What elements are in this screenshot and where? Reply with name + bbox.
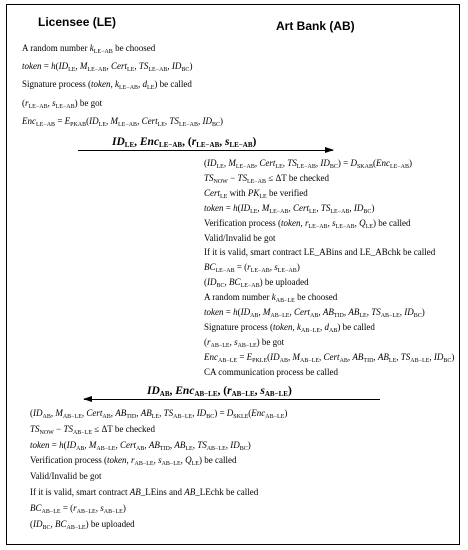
art-bank-step-line: Verification process (token, $r_{LE-AB}$, $s_{LE-AB}$, $Q_{LE}$) be called <box>204 217 411 230</box>
art-bank-step-line: A random number $k_{AB-LE}$ be choosed <box>204 292 338 305</box>
art-bank-step-line: Cert$_{LE}$ with $PK_{LE}$ be verified <box>204 187 308 200</box>
licensee-step-line: token = $h(ID_{LE}$, $M_{LE-AB}$, Cert$_{LE}$, $TS_{LE-AB}$, $ID_{BC}$) <box>22 61 193 74</box>
arrow-le-to-ab <box>78 150 333 151</box>
art-bank-step-line: token = $h(ID_{AB}$, $M_{AB-LE}$, Cert$_{AB}$, $AB_{TID}$, $AB_{LE}$, $TS_{AB-LE}$, $ID_{BC}$) <box>204 307 425 319</box>
licensee-final-step-line: ($ID_{AB}$, $M_{AB-LE}$, Cert$_{AB}$, $AB_{TID}$, $AB_{LE}$, $TS_{AB-LE}$, $ID_{BC}) = D_{SKLE}(Enc_{AB-LE})$ <box>30 408 288 420</box>
arrow-ab-to-le <box>84 399 380 400</box>
art-bank-step-line: token = $h(ID_{LE}$, $M_{LE-AB}$, Cert$_{LE}$, $TS_{LE-AB}$, $ID_{BC}$) <box>204 202 375 215</box>
message-ab-to-le: $ID_{AB}$, Enc$_{AB-LE}$, ($r_{AB-LE}$, $s_{AB-LE}$) <box>147 385 292 398</box>
art-bank-step-line: $Enc_{AB-LE} = E_{PKLE}(ID_{AB}$, $M_{AB-LE}$, Cert$_{AB}$, $AB_{TID}$, $AB_{LE}$, $TS_{AB-LE}$, $ID_{BC}$) <box>204 351 455 364</box>
art-bank-step-line: ($ID_{BC}$, $BC_{LE-AB}$) be uploaded <box>204 277 309 290</box>
licensee-step-line: Signature process (token, $k_{LE-AB}$, $d_{LE}$) be called <box>22 79 192 92</box>
licensee-final-step-line: $TS_{NOW} - TS_{AB-LE} \le \Delta T$ be checked <box>30 423 156 436</box>
licensee-step-line: $Enc_{LE-AB} = E_{PKAB}(ID_{LE}$, $M_{LE-AB}$, Cert$_{LE}$, $TS_{LE-AB}$, $ID_{BC}$) <box>22 115 224 128</box>
art-bank-step-line: CA communication process be called <box>204 366 338 377</box>
art-bank-step-line: ($r_{AB-LE}$, $s_{AB-LE}$) be got <box>204 336 285 349</box>
licensee-final-step-line: $BC_{AB-LE} = (r_{AB-LE}$, $s_{AB-LE}$) <box>30 502 126 515</box>
art-bank-step-line: $BC_{LE-AB} = (r_{LE-AB}$, $s_{LE-AB}$) <box>204 262 300 275</box>
art-bank-step-line: ($ID_{LE}$, $M_{LE-AB}$, Cert$_{LE}$, $TS_{LE-AB}$, $ID_{BC}) = D_{SKAB}(Enc_{LE-AB})$ <box>204 158 413 170</box>
art-bank-step-line: Valid/Invalid be got <box>204 232 276 243</box>
licensee-final-step-line: Valid/Invalid be got <box>30 471 102 482</box>
licensee-step-line: ($r_{LE-AB}$, $s_{LE-AB}$) be got <box>22 97 103 110</box>
art-bank-step-line: $TS_{NOW} - TS_{LE-AB} \le \Delta T$ be checked <box>204 172 330 185</box>
art-bank-step-line: Signature process (token, $k_{AB-LE}$, $d_{AB}$) be called <box>204 321 375 334</box>
art-bank-step-line: If it is valid, smart contract LE_ABins and LE_ABchk be called <box>204 247 436 258</box>
art-bank-header: Art Bank (AB) <box>276 19 355 33</box>
licensee-header: Licensee (LE) <box>38 15 117 29</box>
licensee-final-step-line: Verification process (token, $r_{AB-LE}$, $s_{AB-LE}$, $Q_{LE}$) be called <box>30 455 237 468</box>
licensee-final-step-line: token = $h(ID_{AB}$, $M_{AB-LE}$, Cert$_{AB}$, $AB_{TID}$, $AB_{LE}$, $TS_{AB-LE}$, $ID_{BC}$) <box>30 439 251 452</box>
licensee-step-line: A random number $k_{LE-AB}$ be choosed <box>22 43 156 55</box>
message-le-to-ab: $ID_{LE}$, Enc$_{LE-AB}$, ($r_{LE-AB}$, $s_{LE-AB}$) <box>112 136 257 149</box>
licensee-final-step-line: If it is valid, smart contract AB_LEins and AB_LEchk be called <box>30 487 259 497</box>
licensee-final-step-line: ($ID_{BC}$, $BC_{AB-LE}$) be uploaded <box>30 518 135 531</box>
